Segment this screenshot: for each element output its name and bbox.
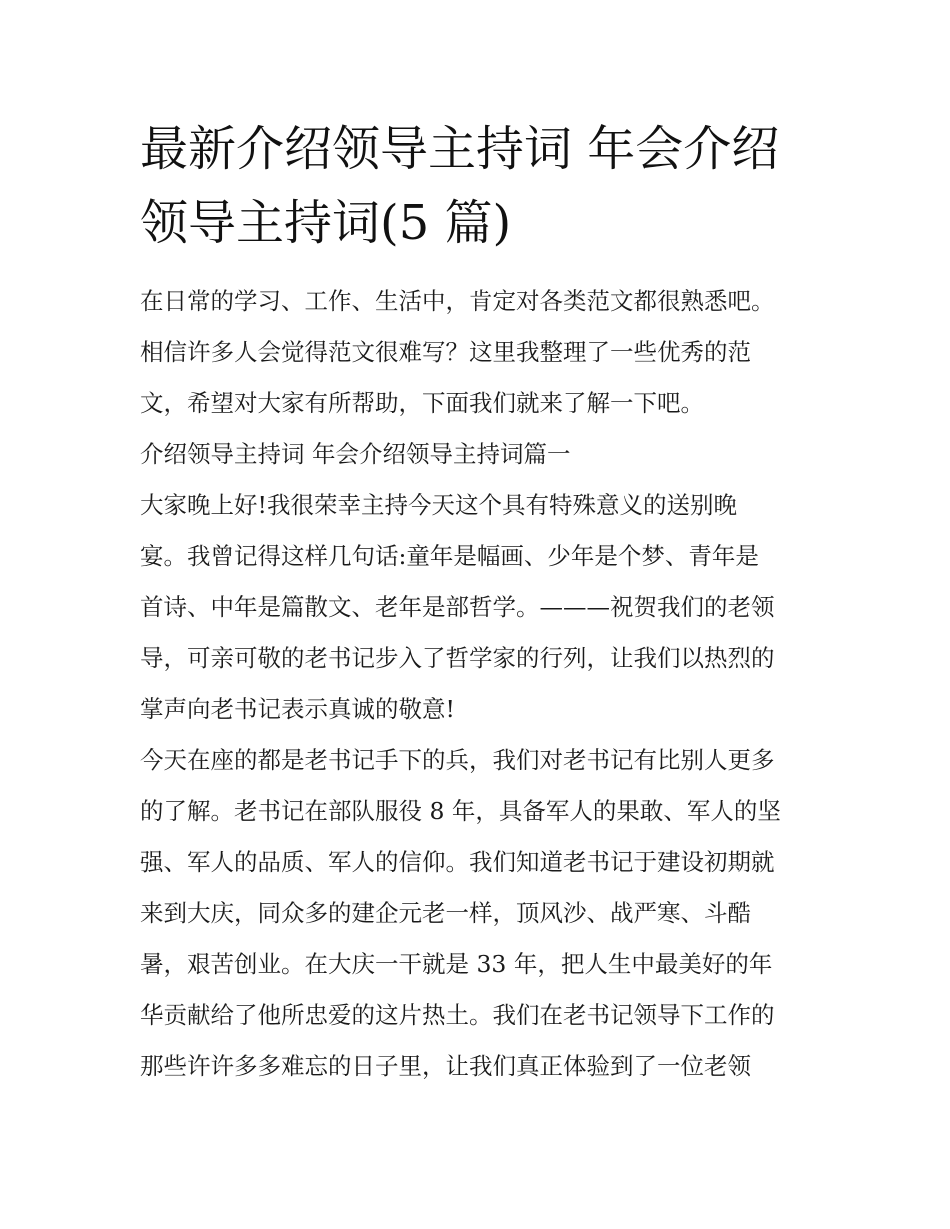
- intro-paragraph: [140, 276, 820, 429]
- intro-line: 文，希望对大家有所帮助，下面我们就来了解一下吧。: [140, 389, 704, 417]
- paragraph-line: 暑，艰苦创业。在大庆一干就是 33 年，把人生中最美好的年: [140, 950, 773, 978]
- paragraph-line: 强、军人的品质、军人的信仰。我们知道老书记于建设初期就: [140, 848, 775, 876]
- paragraph-line: 导，可亲可敬的老书记步入了哲学家的行列，让我们以热烈的: [140, 644, 775, 672]
- paragraph-line: 大家晚上好!我很荣幸主持今天这个具有特殊意义的送别晚: [140, 491, 737, 519]
- section-heading-text: 介绍领导主持词 年会介绍领导主持词篇一: [140, 440, 571, 468]
- paragraph-1: [140, 480, 820, 735]
- title-line-1: 最新介绍领导主持词 年会介绍: [140, 121, 780, 177]
- paragraph-line: 宴。我曾记得这样几句话:童年是幅画、少年是个梦、青年是: [140, 542, 759, 570]
- intro-line: 在日常的学习、工作、生活中，肯定对各类范文都很熟悉吧。: [140, 287, 775, 315]
- title-line-2: 领导主持词(5 篇): [140, 195, 512, 251]
- document-title: [140, 112, 820, 260]
- intro-line: 相信许多人会觉得范文很难写？这里我整理了一些优秀的范: [140, 338, 751, 366]
- paragraph-line: 那些许许多多难忘的日子里，让我们真正体验到了一位老领: [140, 1052, 751, 1080]
- paragraph-line: 来到大庆，同众多的建企元老一样，顶风沙、战严寒、斗酷: [140, 899, 751, 927]
- section-heading: [140, 429, 820, 480]
- paragraph-line: 首诗、中年是篇散文、老年是部哲学。———祝贺我们的老领: [140, 593, 775, 621]
- paragraph-line: 今天在座的都是老书记手下的兵，我们对老书记有比别人更多: [140, 746, 775, 774]
- paragraph-line: 的了解。老书记在部队服役 8 年，具备军人的果敢、军人的坚: [140, 797, 781, 825]
- paragraph-line: 华贡献给了他所忠爱的这片热土。我们在老书记领导下工作的: [140, 1001, 775, 1029]
- document-body: [140, 276, 820, 1092]
- paragraph-line: 掌声向老书记表示真诚的敬意!: [140, 695, 455, 723]
- paragraph-2: [140, 735, 820, 1092]
